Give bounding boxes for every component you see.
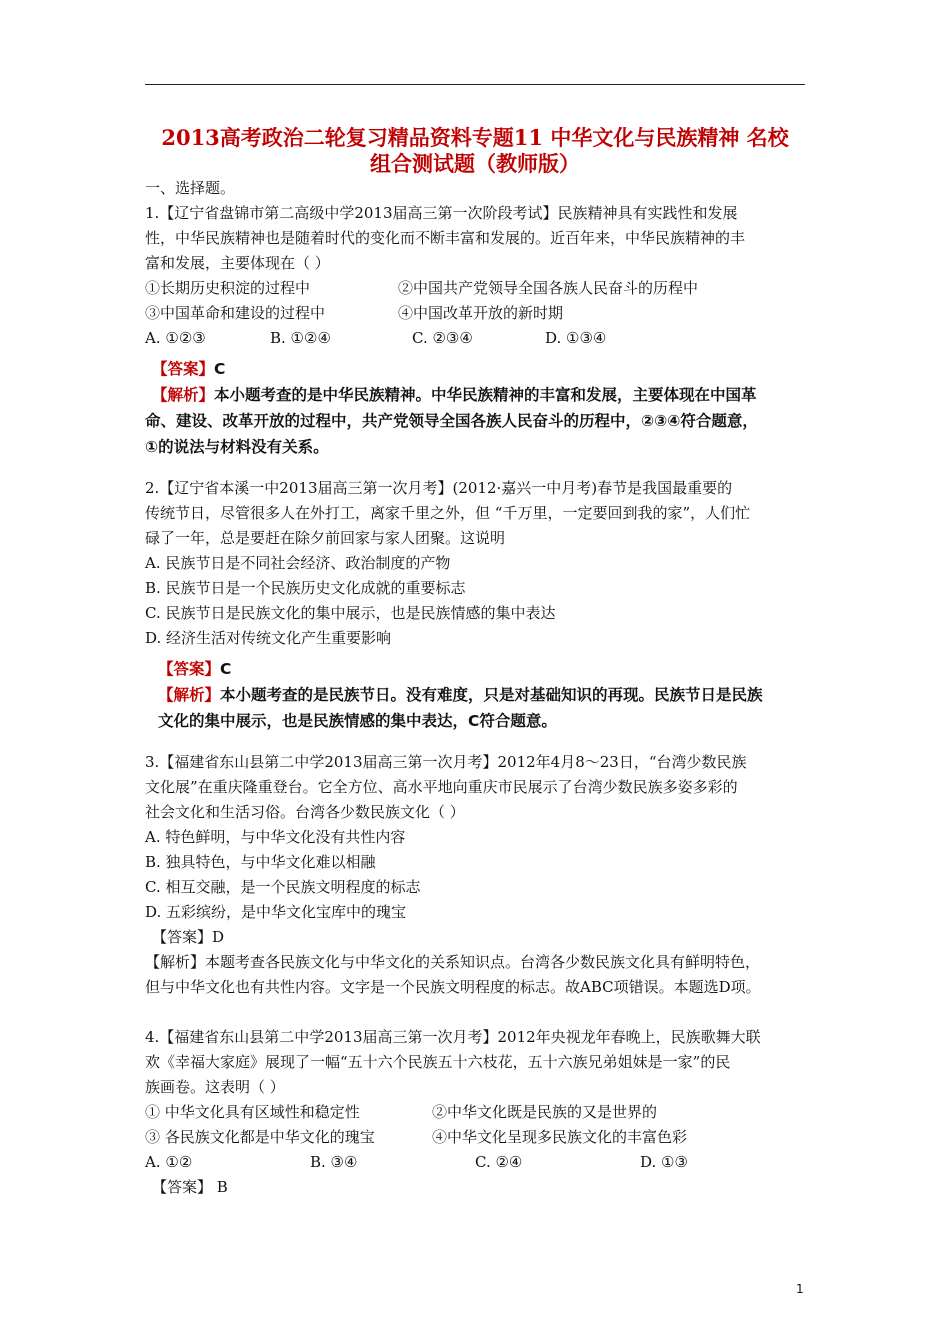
q1-stem-line: 富和发展，主要体现在（ ） xyxy=(145,254,330,272)
q1-item: ③中国革命和建设的过程中 xyxy=(145,304,326,322)
q2-choice: B. 民族节日是一个民族历史文化成就的重要标志 xyxy=(145,579,466,597)
q3-answer: 【答案】D xyxy=(152,928,225,946)
q3-analysis-line: 【解析】本题考查各民族文化与中华文化的关系知识点。台湾各少数民族文化具有鲜明特色， xyxy=(145,953,761,971)
q1-answer xyxy=(152,359,225,379)
q1-item: ①长期历史积淀的过程中 xyxy=(145,279,311,297)
q3-choice: C. 相互交融，是一个民族文明程度的标志 xyxy=(145,878,421,896)
q3-choice: D. 五彩缤纷，是中华文化宝库中的瑰宝 xyxy=(145,903,407,921)
q1-item: ②中国共产党领导全国各族人民奋斗的历程中 xyxy=(398,279,699,297)
q4-item: ④中华文化呈现多民族文化的丰富色彩 xyxy=(432,1128,688,1146)
q2-choice: A. 民族节日是不同社会经济、政治制度的产物 xyxy=(145,554,451,572)
analysis-tag: 【解析】 xyxy=(158,686,221,704)
answer-tag: 【答案】 xyxy=(158,660,221,678)
page-number: 1 xyxy=(796,1282,804,1296)
analysis-text: 本小题考查的是民族节日。没有难度，只是对基础知识的再现。民族节日是民族 xyxy=(220,686,763,704)
q4-item: ① 中华文化具有区域性和稳定性 xyxy=(145,1103,360,1121)
q1-choice: D. ①③④ xyxy=(545,329,607,347)
q2-analysis-line: 文化的集中展示，也是民族情感的集中表达，C符合题意。 xyxy=(158,712,557,730)
q2-stem-line: 2.【辽宁省本溪一中2013届高三第一次月考】(2012·嘉兴一中月考)春节是我国最重要的 xyxy=(145,479,733,497)
q1-choice: B. ①②④ xyxy=(270,329,331,347)
q1-choice: A. ①②③ xyxy=(145,329,206,347)
q4-answer: 【答案】 B xyxy=(152,1178,228,1196)
q4-item: ②中华文化既是民族的又是世界的 xyxy=(432,1103,658,1121)
q4-choice: B. ③④ xyxy=(310,1153,358,1171)
q1-analysis-line: ①的说法与材料没有关系。 xyxy=(145,438,329,456)
document-title-line2: 组合测试题（教师版） xyxy=(370,151,580,176)
q2-answer xyxy=(158,659,231,679)
q2-stem-line: 碌了一年，总是要赶在除夕前回家与家人团聚。这说明 xyxy=(145,529,506,547)
q3-choice: B. 独具特色，与中华文化难以相融 xyxy=(145,853,376,871)
q2-analysis-line xyxy=(158,685,763,705)
q1-stem-line: 性，中华民族精神也是随着时代的变化而不断丰富和发展的。近百年来，中华民族精神的丰 xyxy=(145,229,746,247)
q2-choice: C. 民族节日是民族文化的集中展示，也是民族情感的集中表达 xyxy=(145,604,556,622)
q4-stem-line: 欢《幸福大家庭》展现了一幅“五十六个民族五十六枝花，五十六族兄弟姐妹是一家”的民 xyxy=(145,1053,731,1071)
q4-choice: C. ②④ xyxy=(475,1153,523,1171)
answer-value: C xyxy=(214,360,226,378)
q1-analysis-line: 命、建设、改革开放的过程中，共产党领导全国各族人民奋斗的历程中，②③④符合题意， xyxy=(145,412,758,430)
document-title-line1: 2013高考政治二轮复习精品资料专题11 中华文化与民族精神 名校 xyxy=(161,125,789,150)
q4-item: ③ 各民族文化都是中华文化的瑰宝 xyxy=(145,1128,375,1146)
q1-item: ④中国改革开放的新时期 xyxy=(398,304,564,322)
answer-value: C xyxy=(220,660,232,678)
q4-choice: A. ①② xyxy=(145,1153,193,1171)
q4-stem-line: 族画卷。这表明（ ） xyxy=(145,1078,285,1096)
q3-stem-line: 3.【福建省东山县第二中学2013届高三第一次月考】2012年4月8～23日，“台湾少数民族 xyxy=(145,753,747,771)
analysis-text: 本小题考查的是中华民族精神。中华民族精神的丰富和发展，主要体现在中国革 xyxy=(214,386,757,404)
q1-analysis-line xyxy=(152,385,757,405)
q4-choice: D. ①③ xyxy=(640,1153,688,1171)
answer-tag: 【答案】 xyxy=(152,360,215,378)
analysis-tag: 【解析】 xyxy=(152,386,215,404)
q2-choice: D. 经济生活对传统文化产生重要影响 xyxy=(145,629,392,647)
header-rule xyxy=(145,84,805,85)
q3-stem-line: 文化展”在重庆隆重登台。它全方位、高水平地向重庆市民展示了台湾少数民族多姿多彩的 xyxy=(145,778,738,796)
q3-analysis-line: 但与中华文化也有共性内容。文字是一个民族文明程度的标志。故ABC项错误。本题选D项。 xyxy=(145,978,761,996)
q2-stem-line: 传统节日，尽管很多人在外打工，离家千里之外，但 “千万里，一定要回到我的家”，人们忙 xyxy=(145,504,751,522)
section-heading: 一、选择题。 xyxy=(145,179,236,197)
q3-stem-line: 社会文化和生活习俗。台湾各少数民族文化（ ） xyxy=(145,803,465,821)
q1-stem-line: 1.【辽宁省盘锦市第二高级中学2013届高三第一次阶段考试】民族精神具有实践性和发展 xyxy=(145,204,738,222)
q1-choice: C. ②③④ xyxy=(412,329,473,347)
q4-stem-line: 4.【福建省东山县第二中学2013届高三第一次月考】2012年央视龙年春晚上，民族歌舞大联 xyxy=(145,1028,761,1046)
q3-choice: A. 特色鲜明，与中华文化没有共性内容 xyxy=(145,828,406,846)
